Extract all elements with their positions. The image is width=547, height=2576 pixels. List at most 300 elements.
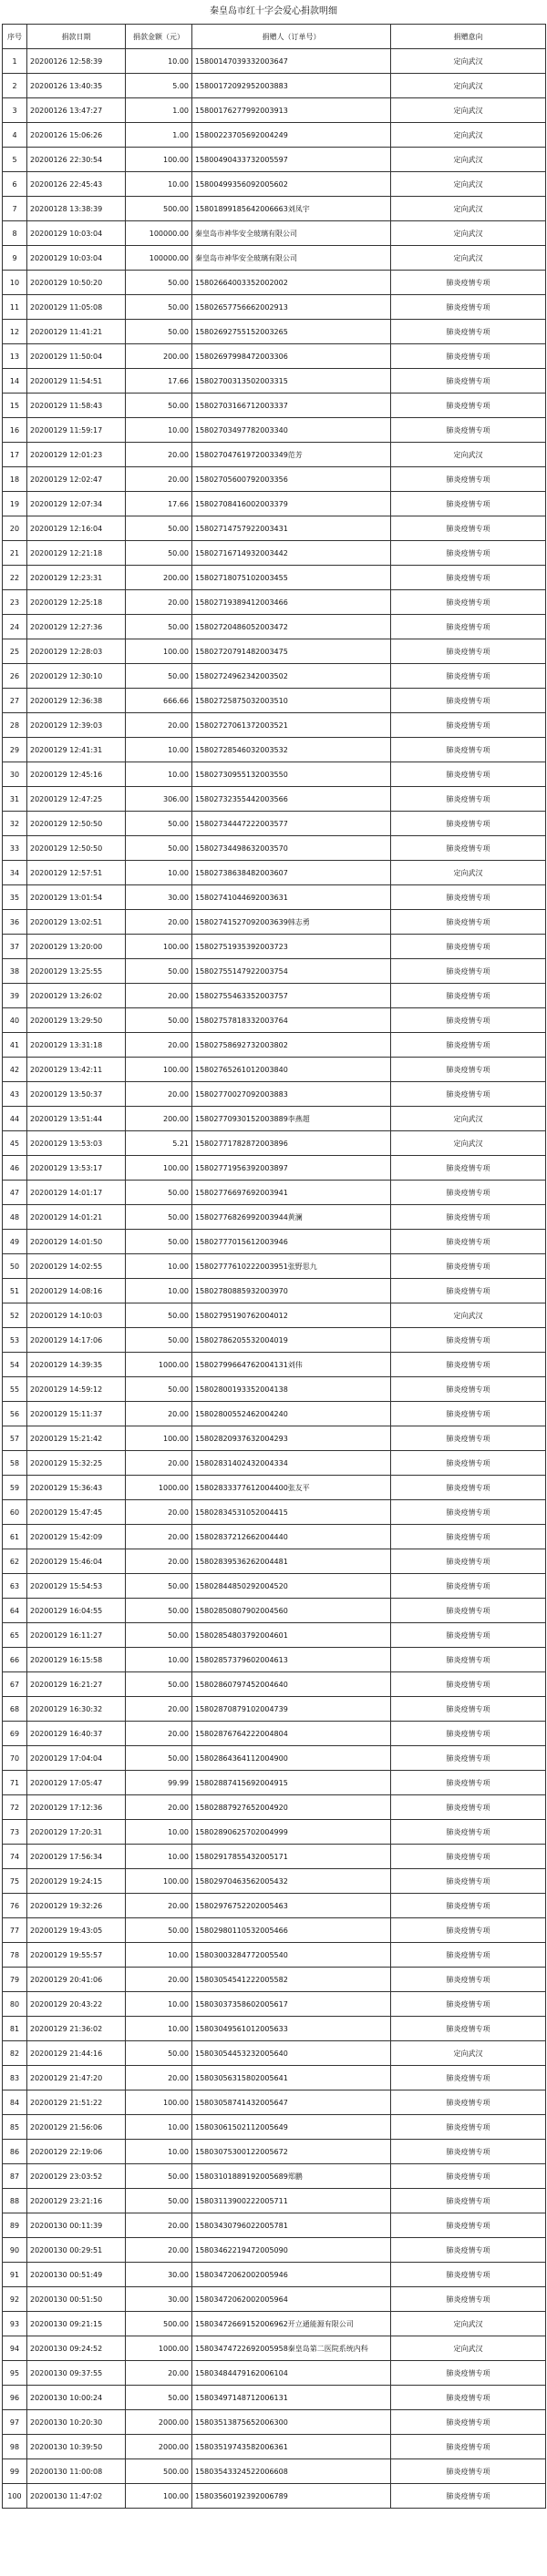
cell-date: 20200130 09:24:52 [27, 2336, 126, 2361]
cell-donor: 15802732355442003566 [192, 787, 391, 812]
cell-date: 20200129 14:01:50 [27, 1230, 126, 1254]
table-row [3, 2459, 546, 2484]
cell-donor: 15803061502112005649 [192, 2115, 391, 2140]
cell-date: 20200129 12:23:31 [27, 566, 126, 590]
cell-donor: 15802741527092003639韩志勇 [192, 910, 391, 935]
cell-purpose: 肺炎疫情专项 [391, 812, 546, 836]
cell-purpose: 肺炎疫情专项 [391, 320, 546, 344]
cell-date: 20200130 00:11:39 [27, 2213, 126, 2238]
table-row [3, 590, 546, 615]
cell-seq: 57 [3, 1426, 27, 1451]
cell-amount: 50.00 [126, 664, 192, 689]
cell-purpose: 肺炎疫情专项 [391, 2287, 546, 2312]
table-row [3, 1697, 546, 1722]
cell-amount: 100.00 [126, 1156, 192, 1181]
cell-donor: 15802857379602004613 [192, 1648, 391, 1672]
cell-seq: 6 [3, 172, 27, 197]
cell-date: 20200129 14:08:16 [27, 1279, 126, 1303]
cell-amount: 50.00 [126, 1008, 192, 1033]
cell-purpose: 定向武汉 [391, 246, 546, 271]
table-row [3, 1992, 546, 2017]
cell-donor: 15803462219472005090 [192, 2238, 391, 2263]
cell-purpose: 肺炎疫情专项 [391, 1205, 546, 1230]
cell-purpose: 肺炎疫情专项 [391, 2435, 546, 2459]
cell-amount: 20.00 [126, 1033, 192, 1058]
cell-donor: 15802730955132003550 [192, 762, 391, 787]
cell-date: 20200129 16:40:37 [27, 1722, 126, 1746]
table-row [3, 1008, 546, 1033]
cell-purpose: 肺炎疫情专项 [391, 271, 546, 295]
cell-date: 20200129 11:54:51 [27, 369, 126, 394]
cell-seq: 69 [3, 1722, 27, 1746]
cell-date: 20200128 13:38:39 [27, 197, 126, 221]
cell-purpose: 肺炎疫情专项 [391, 1599, 546, 1623]
cell-amount: 20.00 [126, 713, 192, 738]
cell-purpose: 肺炎疫情专项 [391, 1008, 546, 1033]
table-row [3, 1131, 546, 1156]
cell-date: 20200130 11:47:02 [27, 2484, 126, 2509]
cell-donor: 15802976752202005463 [192, 1894, 391, 1918]
cell-purpose: 肺炎疫情专项 [391, 516, 546, 541]
cell-seq: 66 [3, 1648, 27, 1672]
cell-amount: 100.00 [126, 1869, 192, 1894]
cell-donor: 15802831402432004334 [192, 1451, 391, 1476]
table-row [3, 1058, 546, 1082]
table-row [3, 1107, 546, 1131]
cell-purpose: 肺炎疫情专项 [391, 2410, 546, 2435]
cell-seq: 90 [3, 2238, 27, 2263]
cell-date: 20200129 21:36:02 [27, 2017, 126, 2041]
cell-date: 20200129 13:26:02 [27, 984, 126, 1008]
cell-date: 20200129 13:20:00 [27, 935, 126, 959]
cell-seq: 23 [3, 590, 27, 615]
cell-donor: 15803430796022005781 [192, 2213, 391, 2238]
table-row [3, 221, 546, 246]
cell-purpose: 肺炎疫情专项 [391, 1574, 546, 1599]
table-row [3, 1328, 546, 1353]
cell-amount: 100.00 [126, 935, 192, 959]
cell-amount: 10.00 [126, 2115, 192, 2140]
cell-seq: 74 [3, 1845, 27, 1869]
cell-seq: 58 [3, 1451, 27, 1476]
cell-purpose: 肺炎疫情专项 [391, 762, 546, 787]
cell-purpose: 定向武汉 [391, 2041, 546, 2066]
cell-purpose: 肺炎疫情专项 [391, 713, 546, 738]
cell-seq: 26 [3, 664, 27, 689]
cell-date: 20200126 15:06:26 [27, 123, 126, 148]
table-row [3, 2090, 546, 2115]
cell-seq: 100 [3, 2484, 27, 2509]
cell-amount: 10.00 [126, 2140, 192, 2164]
table-row [3, 1254, 546, 1279]
cell-amount: 100000.00 [126, 221, 192, 246]
cell-date: 20200126 22:45:43 [27, 172, 126, 197]
cell-seq: 44 [3, 1107, 27, 1131]
cell-purpose: 肺炎疫情专项 [391, 1254, 546, 1279]
cell-purpose: 肺炎疫情专项 [391, 1820, 546, 1845]
cell-purpose: 肺炎疫情专项 [391, 1845, 546, 1869]
cell-amount: 100000.00 [126, 246, 192, 271]
cell-purpose: 肺炎疫情专项 [391, 1279, 546, 1303]
table-row [3, 1918, 546, 1943]
cell-donor: 15802771956392003897 [192, 1156, 391, 1181]
cell-date: 20200129 22:19:06 [27, 2140, 126, 2164]
cell-donor: 15802758692732003802 [192, 1033, 391, 1058]
table-row [3, 1525, 546, 1549]
cell-amount: 500.00 [126, 2312, 192, 2336]
table-row [3, 74, 546, 98]
cell-donor: 15802692755152003265 [192, 320, 391, 344]
cell-amount: 50.00 [126, 1599, 192, 1623]
cell-donor: 15802724962342003502 [192, 664, 391, 689]
cell-amount: 100.00 [126, 1426, 192, 1451]
table-row [3, 516, 546, 541]
table-row [3, 1279, 546, 1303]
cell-donor: 15802708416002003379 [192, 492, 391, 516]
table-row [3, 394, 546, 418]
cell-donor: 15802704761972003349范芳 [192, 443, 391, 467]
cell-seq: 24 [3, 615, 27, 639]
cell-purpose: 肺炎疫情专项 [391, 689, 546, 713]
table-row [3, 1082, 546, 1107]
cell-seq: 54 [3, 1353, 27, 1377]
cell-donor: 15803543324522006608 [192, 2459, 391, 2484]
cell-date: 20200129 12:50:50 [27, 836, 126, 861]
cell-amount: 306.00 [126, 787, 192, 812]
cell-date: 20200129 16:30:32 [27, 1697, 126, 1722]
cell-donor: 15803056315802005641 [192, 2066, 391, 2090]
table-row [3, 2238, 546, 2263]
cell-donor: 15803472669152006962开立通能源有限公司 [192, 2312, 391, 2336]
cell-date: 20200129 19:55:57 [27, 1943, 126, 1968]
table-row [3, 664, 546, 689]
cell-donor: 15802820937632004293 [192, 1426, 391, 1451]
cell-donor: 15800172092952003883 [192, 74, 391, 98]
cell-date: 20200129 13:42:11 [27, 1058, 126, 1082]
cell-seq: 12 [3, 320, 27, 344]
cell-seq: 51 [3, 1279, 27, 1303]
cell-seq: 56 [3, 1402, 27, 1426]
cell-amount: 10.00 [126, 1845, 192, 1869]
cell-seq: 46 [3, 1156, 27, 1181]
cell-seq: 78 [3, 1943, 27, 1968]
cell-date: 20200129 12:28:03 [27, 639, 126, 664]
table-row [3, 2484, 546, 2509]
cell-date: 20200129 10:03:04 [27, 221, 126, 246]
table-row [3, 98, 546, 123]
cell-amount: 50.00 [126, 1181, 192, 1205]
cell-purpose: 肺炎疫情专项 [391, 2361, 546, 2386]
cell-donor: 15802800193352004138 [192, 1377, 391, 1402]
cell-amount: 1000.00 [126, 2336, 192, 2361]
table-row [3, 2361, 546, 2386]
cell-date: 20200129 12:57:51 [27, 861, 126, 885]
table-row [3, 1402, 546, 1426]
cell-amount: 20.00 [126, 1525, 192, 1549]
cell-seq: 45 [3, 1131, 27, 1156]
cell-donor: 15802741044692003631 [192, 885, 391, 910]
cell-seq: 29 [3, 738, 27, 762]
cell-amount: 10.00 [126, 1279, 192, 1303]
table-row [3, 1353, 546, 1377]
table-row [3, 1574, 546, 1599]
cell-donor: 15800147039332003647 [192, 49, 391, 74]
cell-purpose: 定向武汉 [391, 172, 546, 197]
cell-purpose: 定向武汉 [391, 1107, 546, 1131]
cell-amount: 1000.00 [126, 1353, 192, 1377]
cell-purpose: 定向武汉 [391, 74, 546, 98]
cell-seq: 19 [3, 492, 27, 516]
cell-date: 20200129 20:43:22 [27, 1992, 126, 2017]
cell-date: 20200129 11:05:08 [27, 295, 126, 320]
cell-purpose: 肺炎疫情专项 [391, 1082, 546, 1107]
cell-donor: 15802800552462004240 [192, 1402, 391, 1426]
table-row [3, 443, 546, 467]
header-purpose: 捐赠意向 [391, 25, 546, 49]
cell-seq: 67 [3, 1672, 27, 1697]
cell-purpose: 肺炎疫情专项 [391, 467, 546, 492]
table-row [3, 123, 546, 148]
cell-seq: 52 [3, 1303, 27, 1328]
table-row [3, 1894, 546, 1918]
cell-donor: 15802860797452004640 [192, 1672, 391, 1697]
cell-date: 20200129 10:50:20 [27, 271, 126, 295]
table-row [3, 320, 546, 344]
cell-donor: 秦皇岛市神华安全玻璃有限公司 [192, 246, 391, 271]
cell-amount: 20.00 [126, 1451, 192, 1476]
cell-donor: 15802718075102003455 [192, 566, 391, 590]
cell-date: 20200129 12:16:04 [27, 516, 126, 541]
cell-date: 20200129 12:45:16 [27, 762, 126, 787]
cell-seq: 49 [3, 1230, 27, 1254]
cell-purpose: 肺炎疫情专项 [391, 2140, 546, 2164]
cell-amount: 20.00 [126, 1795, 192, 1820]
cell-purpose: 肺炎疫情专项 [391, 1328, 546, 1353]
cell-amount: 50.00 [126, 394, 192, 418]
cell-date: 20200126 13:40:35 [27, 74, 126, 98]
cell-donor: 15802714757922003431 [192, 516, 391, 541]
table-row [3, 1869, 546, 1894]
cell-amount: 10.00 [126, 861, 192, 885]
cell-donor: 15802757818332003764 [192, 1008, 391, 1033]
table-header-row [3, 25, 546, 49]
cell-purpose: 肺炎疫情专项 [391, 2459, 546, 2484]
cell-donor: 15802777610222003951张野思九 [192, 1254, 391, 1279]
cell-amount: 20.00 [126, 1402, 192, 1426]
cell-purpose: 肺炎疫情专项 [391, 590, 546, 615]
cell-amount: 10.00 [126, 1992, 192, 2017]
cell-amount: 50.00 [126, 1230, 192, 1254]
cell-date: 20200130 00:29:51 [27, 2238, 126, 2263]
table-row [3, 246, 546, 271]
cell-date: 20200129 15:42:09 [27, 1525, 126, 1549]
cell-purpose: 肺炎疫情专项 [391, 1451, 546, 1476]
cell-amount: 50.00 [126, 959, 192, 984]
cell-donor: 15802728546032003532 [192, 738, 391, 762]
cell-amount: 20.00 [126, 1697, 192, 1722]
cell-amount: 99.99 [126, 1771, 192, 1795]
cell-seq: 64 [3, 1599, 27, 1623]
cell-donor: 15803003284772005540 [192, 1943, 391, 1968]
cell-donor: 15802734498632003570 [192, 836, 391, 861]
cell-amount: 20.00 [126, 590, 192, 615]
cell-seq: 97 [3, 2410, 27, 2435]
cell-seq: 17 [3, 443, 27, 467]
cell-donor: 15802870879102004739 [192, 1697, 391, 1722]
cell-date: 20200129 12:50:50 [27, 812, 126, 836]
table-row [3, 1181, 546, 1205]
cell-donor: 15802700313502003315 [192, 369, 391, 394]
table-row [3, 2017, 546, 2041]
cell-purpose: 肺炎疫情专项 [391, 344, 546, 369]
cell-date: 20200129 13:50:37 [27, 1082, 126, 1107]
cell-donor: 15802786205532004019 [192, 1328, 391, 1353]
cell-donor: 15802795190762004012 [192, 1303, 391, 1328]
cell-seq: 5 [3, 148, 27, 172]
cell-date: 20200130 11:00:08 [27, 2459, 126, 2484]
cell-date: 20200129 13:53:17 [27, 1156, 126, 1181]
header-donor: 捐赠人（订单号） [192, 25, 391, 49]
cell-amount: 1000.00 [126, 1476, 192, 1500]
table-row [3, 467, 546, 492]
cell-amount: 100.00 [126, 148, 192, 172]
cell-donor: 15803037358602005617 [192, 1992, 391, 2017]
cell-seq: 18 [3, 467, 27, 492]
table-row [3, 1623, 546, 1648]
cell-purpose: 肺炎疫情专项 [391, 418, 546, 443]
cell-amount: 666.66 [126, 689, 192, 713]
cell-date: 20200129 12:30:10 [27, 664, 126, 689]
cell-date: 20200130 10:20:30 [27, 2410, 126, 2435]
cell-date: 20200129 21:51:22 [27, 2090, 126, 2115]
table-row [3, 271, 546, 295]
cell-amount: 5.00 [126, 74, 192, 98]
cell-purpose: 肺炎疫情专项 [391, 615, 546, 639]
table-row [3, 2312, 546, 2336]
cell-donor: 15802777015612003946 [192, 1230, 391, 1254]
cell-date: 20200129 13:25:55 [27, 959, 126, 984]
cell-amount: 100.00 [126, 1058, 192, 1082]
cell-purpose: 肺炎疫情专项 [391, 1968, 546, 1992]
table-row [3, 1820, 546, 1845]
cell-purpose: 肺炎疫情专项 [391, 1402, 546, 1426]
cell-seq: 1 [3, 49, 27, 74]
table-row [3, 1156, 546, 1181]
cell-purpose: 肺炎疫情专项 [391, 2213, 546, 2238]
cell-donor: 15802890625702004999 [192, 1820, 391, 1845]
cell-donor: 15802771782872003896 [192, 1131, 391, 1156]
table-row [3, 935, 546, 959]
cell-purpose: 肺炎疫情专项 [391, 369, 546, 394]
cell-purpose: 肺炎疫情专项 [391, 2484, 546, 2509]
cell-date: 20200129 14:17:06 [27, 1328, 126, 1353]
table-row [3, 2213, 546, 2238]
table-row [3, 615, 546, 639]
cell-amount: 50.00 [126, 2041, 192, 2066]
table-row [3, 492, 546, 516]
cell-seq: 53 [3, 1328, 27, 1353]
table-row [3, 1648, 546, 1672]
cell-date: 20200129 12:02:47 [27, 467, 126, 492]
cell-donor: 15803054541222005582 [192, 1968, 391, 1992]
cell-date: 20200129 19:32:26 [27, 1894, 126, 1918]
cell-amount: 10.00 [126, 1254, 192, 1279]
cell-amount: 10.00 [126, 1820, 192, 1845]
cell-seq: 79 [3, 1968, 27, 1992]
table-row [3, 2336, 546, 2361]
cell-amount: 10.00 [126, 1943, 192, 1968]
cell-donor: 15803054453232005640 [192, 2041, 391, 2066]
cell-purpose: 定向武汉 [391, 123, 546, 148]
cell-purpose: 肺炎疫情专项 [391, 836, 546, 861]
cell-seq: 10 [3, 271, 27, 295]
cell-donor: 15802799664762004131刘伟 [192, 1353, 391, 1377]
table-row [3, 2287, 546, 2312]
cell-seq: 28 [3, 713, 27, 738]
cell-purpose: 肺炎疫情专项 [391, 1771, 546, 1795]
cell-amount: 50.00 [126, 2189, 192, 2213]
cell-purpose: 定向武汉 [391, 2336, 546, 2361]
cell-date: 20200129 16:04:55 [27, 1599, 126, 1623]
cell-seq: 84 [3, 2090, 27, 2115]
cell-donor: 15802725875032003510 [192, 689, 391, 713]
cell-donor: 15802876764222004804 [192, 1722, 391, 1746]
cell-date: 20200129 12:41:31 [27, 738, 126, 762]
cell-amount: 10.00 [126, 172, 192, 197]
cell-seq: 37 [3, 935, 27, 959]
cell-donor: 15802780885932003970 [192, 1279, 391, 1303]
cell-purpose: 肺炎疫情专项 [391, 1992, 546, 2017]
cell-date: 20200129 13:53:03 [27, 1131, 126, 1156]
cell-amount: 1.00 [126, 98, 192, 123]
cell-seq: 48 [3, 1205, 27, 1230]
cell-purpose: 肺炎疫情专项 [391, 1500, 546, 1525]
table-row [3, 1599, 546, 1623]
cell-date: 20200126 22:30:54 [27, 148, 126, 172]
cell-donor: 15802970463562005432 [192, 1869, 391, 1894]
cell-purpose: 肺炎疫情专项 [391, 2164, 546, 2189]
cell-date: 20200129 14:59:12 [27, 1377, 126, 1402]
cell-seq: 13 [3, 344, 27, 369]
cell-date: 20200130 00:51:50 [27, 2287, 126, 2312]
cell-amount: 50.00 [126, 1205, 192, 1230]
cell-purpose: 肺炎疫情专项 [391, 1230, 546, 1254]
cell-seq: 55 [3, 1377, 27, 1402]
cell-amount: 100.00 [126, 639, 192, 664]
cell-donor: 15802917855432005171 [192, 1845, 391, 1869]
cell-seq: 96 [3, 2386, 27, 2410]
table-row [3, 2041, 546, 2066]
header-seq: 序号 [3, 25, 27, 49]
cell-seq: 83 [3, 2066, 27, 2090]
cell-date: 20200129 13:51:44 [27, 1107, 126, 1131]
table-row [3, 861, 546, 885]
cell-amount: 1.00 [126, 123, 192, 148]
cell-purpose: 肺炎疫情专项 [391, 1795, 546, 1820]
cell-purpose: 肺炎疫情专项 [391, 2238, 546, 2263]
cell-date: 20200129 11:58:43 [27, 394, 126, 418]
cell-donor: 15803497148712006131 [192, 2386, 391, 2410]
cell-amount: 50.00 [126, 1328, 192, 1353]
table-row [3, 1845, 546, 1869]
cell-date: 20200129 17:04:04 [27, 1746, 126, 1771]
table-row [3, 984, 546, 1008]
cell-date: 20200130 10:00:24 [27, 2386, 126, 2410]
cell-purpose: 肺炎疫情专项 [391, 2066, 546, 2090]
cell-seq: 42 [3, 1058, 27, 1082]
cell-seq: 61 [3, 1525, 27, 1549]
table-row [3, 1205, 546, 1230]
